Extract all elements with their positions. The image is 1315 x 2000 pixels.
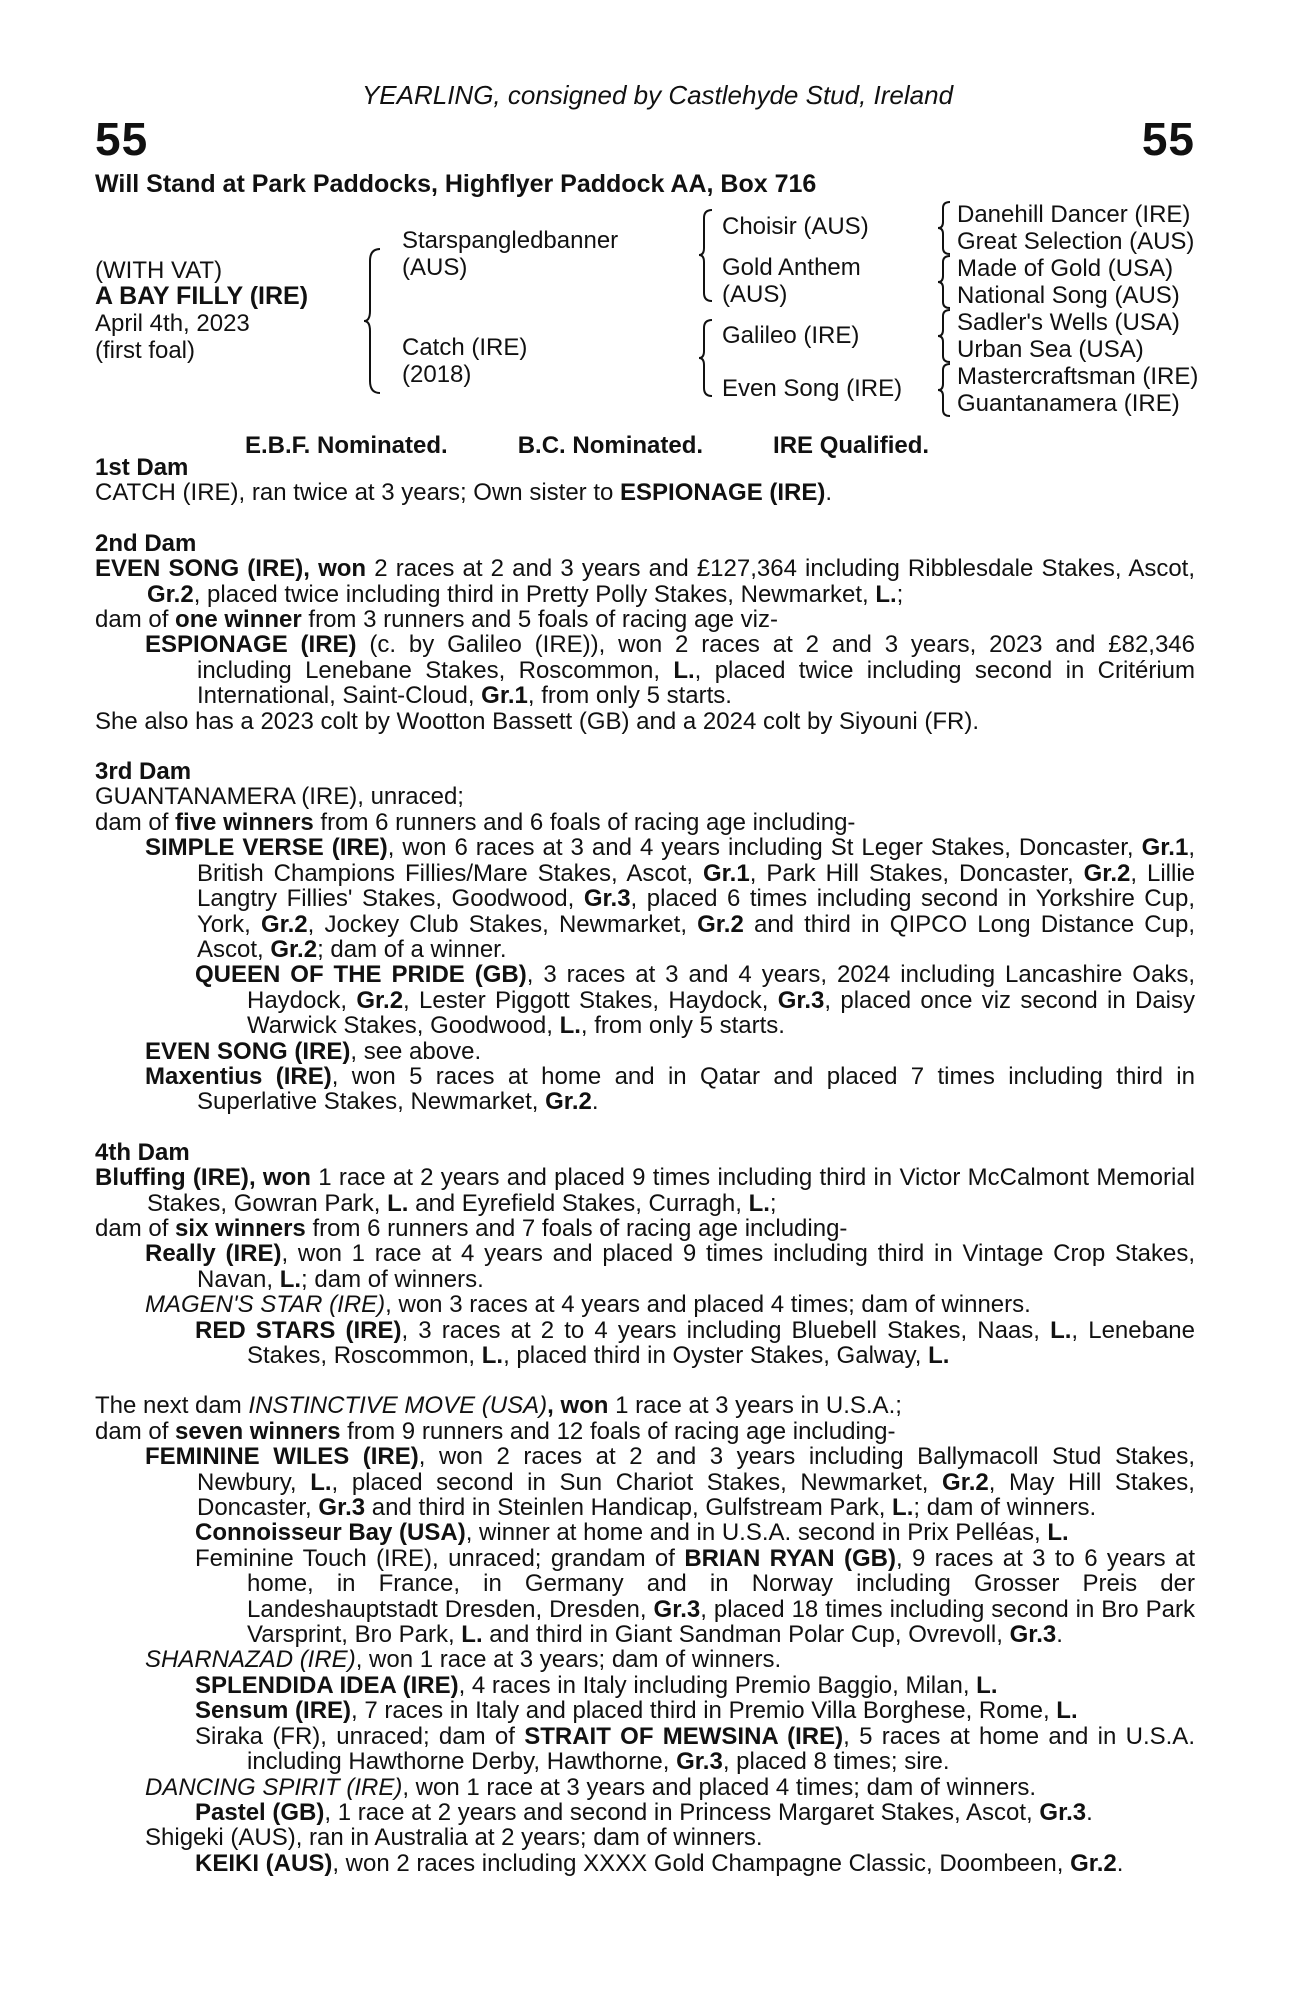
connoisseur-bay-entry: Connoisseur Bay (USA), winner at home and in U.S.A. second in Prix Pelléas, L. <box>195 1519 1069 1547</box>
brace-dam <box>697 318 715 398</box>
brace-g3 <box>936 308 952 364</box>
dam4-produce: dam of six winners from 6 runners and 7 foals of racing age including- <box>95 1214 848 1242</box>
pastel-entry: Pastel (GB), 1 race at 2 years and second in Princess Margaret Stakes, Ascot, Gr.3. <box>195 1798 1093 1826</box>
splendida-idea-entry: SPLENDIDA IDEA (IRE), 4 races in Italy including Premio Baggio, Milan, L. <box>195 1671 998 1699</box>
dam1-heading: 1st Dam <box>95 454 189 481</box>
foal-note: (first foal) <box>95 337 196 364</box>
stand-location: Will Stand at Park Paddocks, Highflyer Paddock AA, Box 716 <box>95 170 817 198</box>
dam3-record: GUANTANAMERA (IRE), unraced; <box>95 783 464 811</box>
brace-g2 <box>936 254 952 310</box>
ebf-note: E.B.F. Nominated. <box>245 432 448 459</box>
espionage-entry: ESPIONAGE (IRE) (c. by Galileo (IRE)), won 2 races at 2 and 3 years, 2023 and £82,346 including Lenebane Stakes, Roscommon, L., placed twice including second in Critérium International, Saint-Cloud, Gr.1, from only 5 starts. <box>145 631 1196 710</box>
gp-6: Urban Sea (USA) <box>957 336 1144 363</box>
dam2-produce: dam of one winner from 3 runners and 5 foals of racing age viz- <box>95 606 778 634</box>
next-dam-record: The next dam INSTINCTIVE MOVE (USA), won 1 race at 3 years in U.S.A.; <box>95 1392 902 1420</box>
sensum-entry: Sensum (IRE), 7 races in Italy and placed third in Premio Villa Borghese, Rome, L. <box>195 1697 1078 1725</box>
sharnazad-entry: SHARNAZAD (IRE), won 1 race at 3 years; dam of winners. <box>145 1646 782 1674</box>
next-dam-produce: dam of seven winners from 9 runners and 12 foals of racing age including- <box>95 1417 896 1445</box>
simple-verse-entry: SIMPLE VERSE (IRE), won 6 races at 3 and 4 years including St Leger Stakes, Doncaster, Gr.1, British Champions Fillies/Mare Stakes, Ascot, Gr.1, Park Hill Stakes, Doncaster, Gr.2, Lillie Langtry Fillies' Stakes, Goodwood, Gr.3, placed 6 times including second in Yorkshire Cup, York, Gr.2, Jockey Club Stakes, Newmarket, Gr.2 and third in QIPCO Long Distance Cup, Ascot, Gr.2; dam of a winner. <box>145 834 1196 963</box>
vat-note: (WITH VAT) <box>95 257 223 284</box>
ire-note: IRE Qualified. <box>773 432 930 459</box>
dam2-heading: 2nd Dam <box>95 529 197 557</box>
dam-dam: Even Song (IRE) <box>722 375 903 402</box>
dam4-heading: 4th Dam <box>95 1138 190 1166</box>
dancing-spirit-entry: DANCING SPIRIT (IRE), won 1 race at 3 years and placed 4 times; dam of winners. <box>145 1773 1036 1801</box>
dam-name: Catch (IRE) <box>402 334 528 361</box>
gp-5: Sadler's Wells (USA) <box>957 309 1180 336</box>
dam-year: (2018) <box>402 361 472 388</box>
brace-sire <box>697 208 715 303</box>
dam1-line: CATCH (IRE), ran twice at 3 years; Own sister to ESPIONAGE (IRE). <box>95 479 833 507</box>
maxentius-entry: Maxentius (IRE), won 5 races at home and in Qatar and placed 7 times including third in Superlative Stakes, Newmarket, Gr.2. <box>145 1062 1195 1116</box>
family-text <box>95 455 1195 1876</box>
sire-name: Starspangledbanner <box>402 227 619 254</box>
queen-of-the-pride-entry: QUEEN OF THE PRIDE (GB), 3 races at 3 and 4 years, 2024 including Lancashire Oaks, Haydock, Gr.2, Lester Piggott Stakes, Haydock, Gr.3, placed once viz second in Daisy Warwick Stakes, Goodwood, L., from only 5 starts. <box>195 961 1195 1040</box>
consignor-line: YEARLING, consigned by Castlehyde Stud, Ireland <box>361 80 954 110</box>
really-entry: Really (IRE), won 1 race at 4 years and placed 9 times including third in Vintage Crop Stakes, Navan, L.; dam of winners. <box>145 1240 1196 1293</box>
sire-sire: Choisir (AUS) <box>722 213 869 240</box>
feminine-wiles-entry: FEMININE WILES (IRE), won 2 races at 2 and 3 years including Ballymacoll Stud Stakes, Newbury, L., placed second in Sun Chariot Stakes, Newmarket, Gr.2, May Hill Stakes, Doncaster, Gr.3 and third in Steinlen Handicap, Gulfstream Park, L.; dam of winners. <box>145 1443 1195 1522</box>
gp-2: Great Selection (AUS) <box>957 228 1195 255</box>
brace-g4 <box>936 362 952 418</box>
gp-4: National Song (AUS) <box>957 282 1180 309</box>
gp-1: Danehill Dancer (IRE) <box>957 201 1191 228</box>
sire-dam-name: Gold Anthem <box>722 254 861 281</box>
dam-sire: Galileo (IRE) <box>722 322 860 349</box>
even-song-entry: EVEN SONG (IRE), see above. <box>145 1037 482 1065</box>
magens-star-entry: MAGEN'S STAR (IRE), won 3 races at 4 years and placed 4 times; dam of winners. <box>145 1291 1031 1319</box>
dam2-record: EVEN SONG (IRE), won 2 races at 2 and 3 years and £127,364 including Ribblesdale Stakes, Ascot, Gr.2, placed twice including third in Pretty Polly Stakes, Newmarket, L.; <box>95 555 1196 608</box>
dam3-produce: dam of five winners from 6 runners and 6 foals of racing age including- <box>95 808 856 836</box>
foaling-date: April 4th, 2023 <box>95 310 250 337</box>
keiki-entry: KEIKI (AUS), won 2 races including XXXX Gold Champagne Classic, Doombeen, Gr.2. <box>195 1849 1124 1877</box>
dam2-also: She also has a 2023 colt by Wootton Bassett (GB) and a 2024 colt by Siyouni (FR). <box>95 707 980 735</box>
lot-number-left: 55 <box>95 113 149 165</box>
horse-name: A BAY FILLY (IRE) <box>95 282 309 310</box>
gp-7: Mastercraftsman (IRE) <box>957 363 1199 390</box>
siraka-entry: Siraka (FR), unraced; dam of STRAIT OF MEWSINA (IRE), 5 races at home and in U.S.A. including Hawthorne Derby, Hawthorne, Gr.3, placed 8 times; sire. <box>195 1722 1195 1776</box>
brace-main <box>362 247 384 395</box>
gp-8: Guantanamera (IRE) <box>957 390 1180 417</box>
brace-g1 <box>936 200 952 256</box>
bluffing-record: Bluffing (IRE), won 1 race at 2 years and placed 9 times including third in Victor McCalmont Memorial Stakes, Gowran Park, L. and Eyrefield Stakes, Curragh, L.; <box>95 1164 1196 1217</box>
shigeki-entry: Shigeki (AUS), ran in Australia at 2 years; dam of winners. <box>145 1824 763 1852</box>
sire-country: (AUS) <box>402 254 468 281</box>
gp-3: Made of Gold (USA) <box>957 255 1174 282</box>
bc-note: B.C. Nominated. <box>517 432 704 459</box>
sire-dam-country: (AUS) <box>722 281 788 308</box>
lot-number-right: 55 <box>1141 113 1195 165</box>
feminine-touch-entry: Feminine Touch (IRE), unraced; grandam of BRIAN RYAN (GB), 9 races at 3 to 6 years at home, in France, in Germany and in Norway including Grosser Preis der Landeshauptstadt Dresden, Dresden, Gr.3, placed 18 times including second in Bro Park Varsprint, Bro Park, L. and third in Giant Sandman Polar Cup, Ovrevoll, Gr.3. <box>195 1544 1195 1649</box>
dam3-heading: 3rd Dam <box>95 758 192 786</box>
red-stars-entry: RED STARS (IRE), 3 races at 2 to 4 years including Bluebell Stakes, Naas, L., Lenebane Stakes, Roscommon, L., placed third in Oyster Stakes, Galway, L. <box>195 1316 1196 1369</box>
